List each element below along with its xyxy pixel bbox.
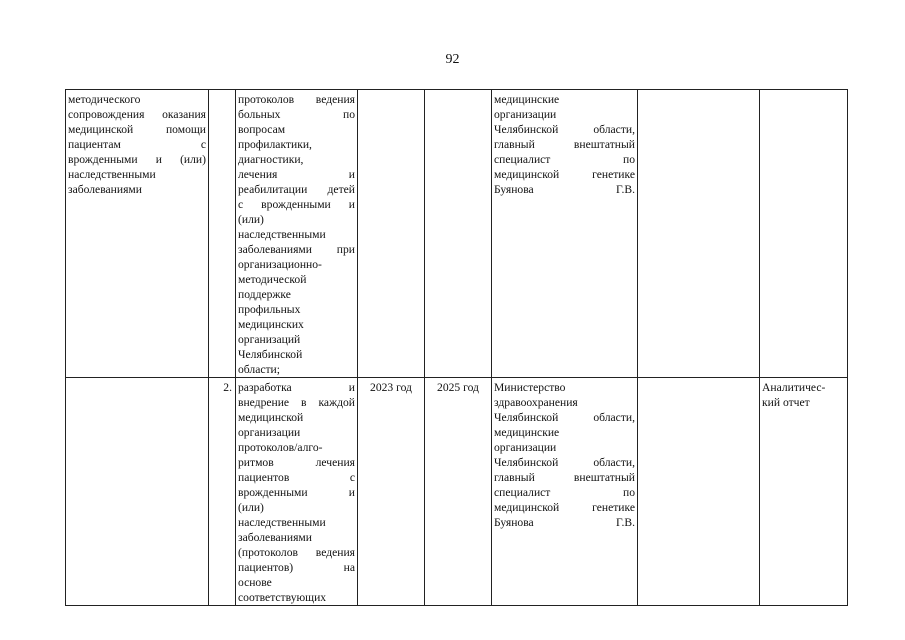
item-number-cell: 2. (209, 378, 236, 606)
text-line: главный внештатный (494, 471, 635, 484)
theme-cell (66, 90, 209, 378)
text-line: медицинские (494, 426, 560, 439)
empty-cell (638, 90, 760, 378)
text-line: Челябинской области, (494, 123, 635, 136)
text-line: методического (68, 93, 141, 106)
text-line: здравоохранения (494, 396, 578, 409)
text-line: области; (238, 363, 280, 376)
text-line: реабилитации детей (238, 183, 355, 196)
plan-table (65, 89, 848, 606)
result-cell (760, 378, 848, 606)
text-line: заболеваниями (68, 183, 142, 196)
text-line: организаций (238, 333, 301, 346)
text-line: Министерство (494, 381, 566, 394)
empty-cell (638, 378, 760, 606)
text-line: организационно- (238, 258, 322, 271)
text-line: заболеваниями при (238, 243, 355, 256)
start-date-cell: 2023 год (358, 378, 425, 606)
end-date-cell (425, 90, 492, 378)
text-line: заболеваниями (238, 531, 312, 544)
item-number-cell (209, 90, 236, 378)
text-line: врожденными и (238, 486, 355, 499)
text-line: организации (494, 441, 557, 454)
text-line: соответствующих (238, 591, 327, 604)
table-row (66, 378, 848, 606)
text-line: медицинской генетике (494, 501, 635, 514)
text-line: специалист по (494, 153, 635, 166)
text-line: Челябинской (238, 348, 303, 361)
text-line: пациентам с (68, 138, 206, 151)
text-line: Челябинской области, (494, 411, 635, 424)
text-line: основе (238, 576, 272, 589)
text-line: медицинской (238, 411, 304, 424)
text-line: протоколов ведения (238, 93, 355, 106)
text-line: поддержке (238, 288, 291, 301)
text-line: организации (494, 108, 557, 121)
text-line: больных по (238, 108, 355, 121)
end-date-cell: 2025 год (425, 378, 492, 606)
result-cell (760, 90, 848, 378)
text-line: наследственными (238, 516, 326, 529)
text-line: Буянова Г.В. (494, 516, 635, 529)
text-line: диагностики, (238, 153, 304, 166)
text-line: протоколов/алго- (238, 441, 323, 454)
text-line: пациентов с (238, 471, 355, 484)
text-line: (или) (238, 213, 264, 226)
start-date-cell (358, 90, 425, 378)
text-line: медицинской генетике (494, 168, 635, 181)
text-line: главный внештатный (494, 138, 635, 151)
page-number: 92 (445, 52, 460, 67)
text-line: медицинские (494, 93, 560, 106)
activity-text-cell (236, 90, 358, 378)
text-line: Аналитичес- (762, 381, 826, 394)
text-line: кий отчет (762, 396, 810, 409)
responsible-cell (492, 90, 638, 378)
theme-cell (66, 378, 209, 606)
text-line: профилактики, (238, 138, 312, 151)
text-line: (или) (238, 501, 264, 514)
text-line: медицинских (238, 318, 304, 331)
table-row (66, 90, 848, 378)
text-line: специалист по (494, 486, 635, 499)
responsible-cell (492, 378, 638, 606)
text-line: наследственными (68, 168, 156, 181)
text-line: Челябинской области, (494, 456, 635, 469)
text-line: наследственными (238, 228, 326, 241)
text-line: внедрение в каждой (238, 396, 355, 409)
text-line: (протоколов ведения (238, 546, 355, 559)
text-line: ритмов лечения (238, 456, 355, 469)
text-line: разработка и (238, 381, 355, 394)
activity-text-cell (236, 378, 358, 606)
text-line: методической (238, 273, 307, 286)
text-line: вопросам (238, 123, 286, 136)
text-line: лечения и (238, 168, 355, 181)
text-line: Буянова Г.В. (494, 183, 635, 196)
text-line: медицинской помощи (68, 123, 206, 136)
text-line: организации (238, 426, 301, 439)
text-line: врожденными и (или) (68, 153, 206, 166)
text-line: профильных (238, 303, 301, 316)
text-line: с врожденными и (238, 198, 355, 211)
text-line: пациентов) на (238, 561, 355, 574)
text-line: сопровождения оказания (68, 108, 206, 121)
